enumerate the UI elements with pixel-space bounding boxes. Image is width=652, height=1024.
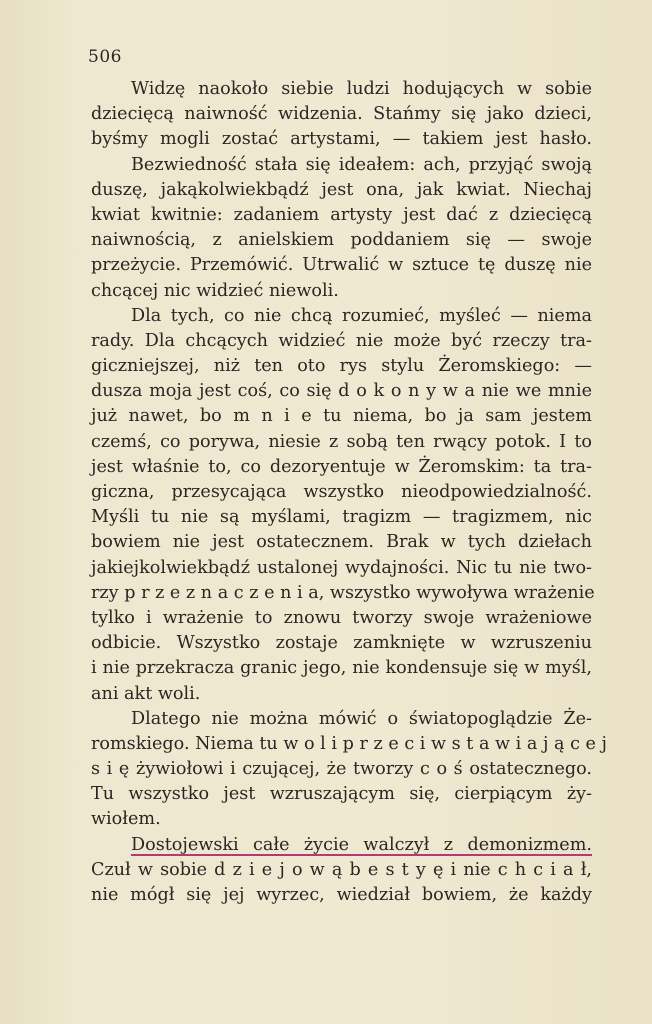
text-line: byśmy mogli zostać artystami, — takiem jest hasło. xyxy=(91,129,592,150)
text-line: nie mógł się jej wyrzec, wiedział bowiem, że każdy xyxy=(91,885,592,905)
text-line: giczna, przesycająca wszystko nieodpowiedzialność. xyxy=(91,482,592,502)
text-line: jakiejkolwiekbądź ustalonej wydajności. Nic tu nie two- xyxy=(91,557,592,578)
text-line: już nawet, bo m n i e tu niema, bo ja sam jestem xyxy=(91,406,592,427)
text-line: i nie przekracza granic jego, nie kondensuje się w myśl, xyxy=(91,658,592,679)
text-line: odbicie. Wszystko zostaje zamknięte w wzruszeniu xyxy=(91,633,592,654)
text-line: Widzę naokoło siebie ludzi hodujących w sobie xyxy=(131,79,592,99)
page-number: 506 xyxy=(88,47,122,67)
text-line: Czuł w sobie d z i e j o w ą b e s t y ę i nie c h c i a ł, xyxy=(91,859,592,880)
text-line: giczniejszej, niż ten oto rys stylu Żeromskiego: — xyxy=(91,356,592,377)
text-line: tylko i wrażenie to znowu tworzy swoje wrażeniowe xyxy=(91,607,592,628)
text-line: dusza moja jest coś, co się d o k o n y w a nie we mnie xyxy=(91,381,592,402)
text-line: rady. Dla chcących widzieć nie może być rzeczy tra- xyxy=(91,330,592,351)
text-line: Tu wszystko jest wzruszającym się, cierpiącym ży- xyxy=(91,784,592,805)
text-line: jest właśnie to, co dezoryentuje w Żeromskim: ta tra- xyxy=(91,456,592,477)
text-line: przeżycie. Przemówić. Utrwalić w sztuce tę duszę nie xyxy=(91,255,592,276)
text-line: bowiem nie jest ostatecznem. Brak w tych dziełach xyxy=(91,532,592,553)
text-line: ani akt woli. xyxy=(91,683,201,704)
text-line: romskiego. Niema tu w o l i p r z e c i w s t a w i a j ą c e j xyxy=(91,733,608,754)
text-line: Bezwiedność stała się ideałem: ach, przyjąć swoją xyxy=(131,154,592,175)
text-line: duszę, jakąkolwiekbądź jest ona, jak kwiat. Niechaj xyxy=(91,179,592,200)
text-line: dziecięcą naiwność widzenia. Stańmy się jako dzieci, xyxy=(91,104,592,125)
text-line: Dostojewski całe życie walczył z demonizmem. xyxy=(131,834,592,855)
text-line: wiołem. xyxy=(91,809,161,830)
text-line: czemś, co porywa, niesie z sobą ten rwący potok. I to xyxy=(91,431,592,452)
text-line: rzy p r z e z n a c z e n i a, wszystko wywoływa wrażenie xyxy=(91,582,595,603)
text-line: chcącej nic widzieć niewoli. xyxy=(91,280,339,301)
text-line: kwiat kwitnie: zadaniem artysty jest dać z dziecięcą xyxy=(91,204,592,225)
text-line: Dla tych, co nie chcą rozumieć, myśleć — niema xyxy=(131,305,592,326)
text-line: Myśli tu nie są myślami, tragizm — tragizmem, nic xyxy=(91,507,592,528)
body-text xyxy=(91,77,608,908)
text-line: Dlatego nie można mówić o światopoglądzie Że- xyxy=(131,708,592,729)
text-line: naiwnością, z anielskiem poddaniem się — swoje xyxy=(91,230,592,251)
text-line: s i ę żywiołowi i czującej, że tworzy c o ś ostatecznego. xyxy=(91,759,592,780)
